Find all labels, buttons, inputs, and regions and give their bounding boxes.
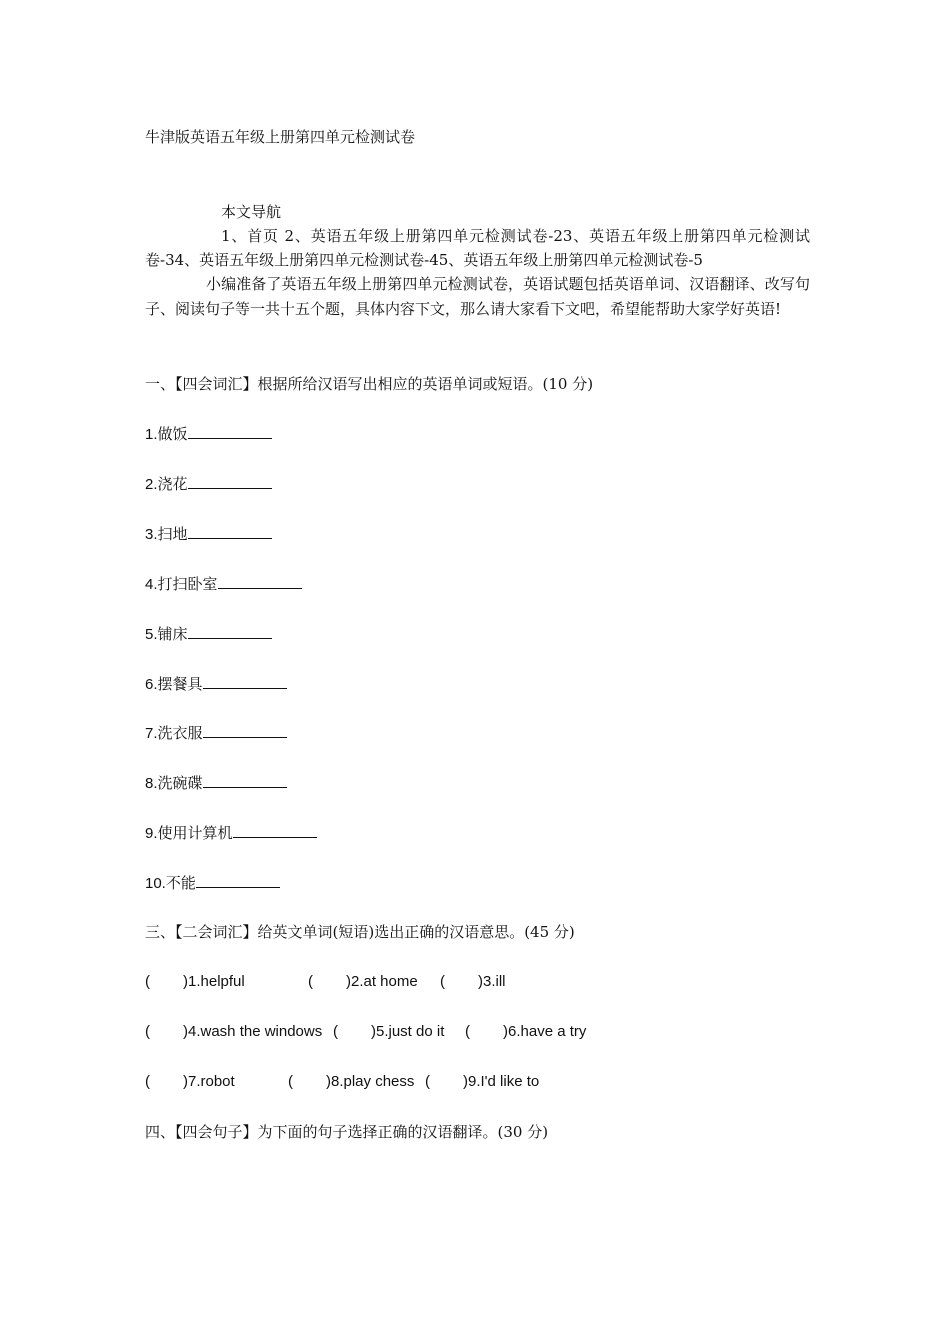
item-number: 7. — [145, 725, 158, 742]
nav-heading: 本文导航 — [221, 203, 282, 221]
item-text: 做饭 — [157, 425, 188, 443]
item-text: 铺床 — [157, 625, 188, 643]
intro-paragraph: 小编准备了英语五年级上册第四单元检测试卷，英语试题包括英语单词、汉语翻译、改写句子、阅读句子等一共十五个题，具体内容下文，那么请大家看下文吧，希望能帮助大家学好英语! — [145, 275, 810, 318]
vocab-item — [145, 772, 287, 795]
choice-label: )6.have a try — [503, 1023, 587, 1040]
choice-label: )4.wash the windows — [183, 1023, 323, 1040]
item-text: 摆餐具 — [157, 675, 203, 693]
vocab-item — [145, 523, 272, 546]
vocab-item — [145, 673, 287, 696]
vocab-item — [145, 623, 272, 646]
choice-label: )7.robot — [183, 1073, 235, 1090]
answer-blank[interactable] — [203, 722, 287, 738]
choice-label: )8.play chess — [326, 1073, 415, 1090]
choice-label: )1.helpful — [183, 973, 245, 990]
answer-paren[interactable]: ( — [308, 973, 313, 990]
item-number: 2. — [145, 476, 158, 493]
answer-paren[interactable]: ( — [425, 1073, 430, 1090]
item-text: 打扫卧室 — [157, 575, 218, 593]
nav-links-text: 1、首页 2、英语五年级上册第四单元检测试卷-23、英语五年级上册第四单元检测试卷-34、英语五年级上册第四单元检测试卷-45、英语五年级上册第四单元检测试卷-5 — [145, 227, 810, 269]
choice-label: )2.at home — [346, 973, 418, 990]
answer-paren[interactable]: ( — [145, 1073, 150, 1090]
item-number: 9. — [145, 825, 158, 842]
choice-item — [145, 1021, 322, 1043]
answer-paren[interactable]: ( — [440, 973, 445, 990]
answer-blank[interactable] — [218, 573, 302, 589]
answer-blank[interactable] — [233, 822, 317, 838]
item-number: 5. — [145, 626, 158, 643]
answer-blank[interactable] — [188, 423, 272, 439]
item-number: 6. — [145, 676, 158, 693]
item-number: 3. — [145, 526, 158, 543]
answer-blank[interactable] — [188, 473, 272, 489]
answer-blank[interactable] — [188, 523, 272, 539]
choice-item — [288, 1071, 414, 1093]
choice-item — [145, 971, 245, 993]
answer-paren[interactable]: ( — [145, 973, 150, 990]
choice-label: )9.I'd like to — [463, 1073, 540, 1090]
item-number: 8. — [145, 775, 158, 792]
answer-paren[interactable]: ( — [333, 1023, 338, 1040]
vocab-item — [145, 872, 280, 895]
answer-blank[interactable] — [203, 772, 287, 788]
answer-paren[interactable]: ( — [145, 1023, 150, 1040]
choice-item — [308, 971, 418, 993]
item-text: 洗衣服 — [157, 724, 203, 742]
answer-paren[interactable]: ( — [288, 1073, 293, 1090]
vocab-item — [145, 473, 272, 496]
document-title: 牛津版英语五年级上册第四单元检测试卷 — [145, 128, 416, 146]
choice-item — [145, 1071, 235, 1093]
vocab-item — [145, 722, 287, 745]
item-text: 洗碗碟 — [157, 774, 203, 792]
vocab-item — [145, 822, 317, 845]
answer-paren[interactable]: ( — [465, 1023, 470, 1040]
choice-item — [425, 1071, 539, 1093]
item-text: 浇花 — [157, 475, 188, 493]
choice-label: )3.ill — [478, 973, 506, 990]
answer-blank[interactable] — [203, 673, 287, 689]
document-page — [145, 0, 810, 1344]
item-number: 1. — [145, 426, 158, 443]
item-text: 使用计算机 — [157, 824, 233, 842]
choice-item — [465, 1021, 586, 1043]
vocab-item — [145, 573, 302, 596]
item-number: 10. — [145, 875, 166, 892]
choice-item — [333, 1021, 444, 1043]
item-text: 扫地 — [157, 525, 188, 543]
item-text: 不能 — [165, 874, 196, 892]
choice-label: )5.just do it — [371, 1023, 445, 1040]
answer-blank[interactable] — [196, 872, 280, 888]
section3-heading: 三、【二会词汇】给英文单词(短语)选出正确的汉语意思。(45 分) — [145, 923, 575, 941]
choice-item — [440, 971, 506, 993]
answer-blank[interactable] — [188, 623, 272, 639]
item-number: 4. — [145, 576, 158, 593]
section1-heading: 一、【四会词汇】根据所给汉语写出相应的英语单词或短语。(10 分) — [145, 375, 594, 393]
section4-heading: 四、【四会句子】为下面的句子选择正确的汉语翻译。(30 分) — [145, 1123, 549, 1141]
vocab-item — [145, 423, 272, 446]
